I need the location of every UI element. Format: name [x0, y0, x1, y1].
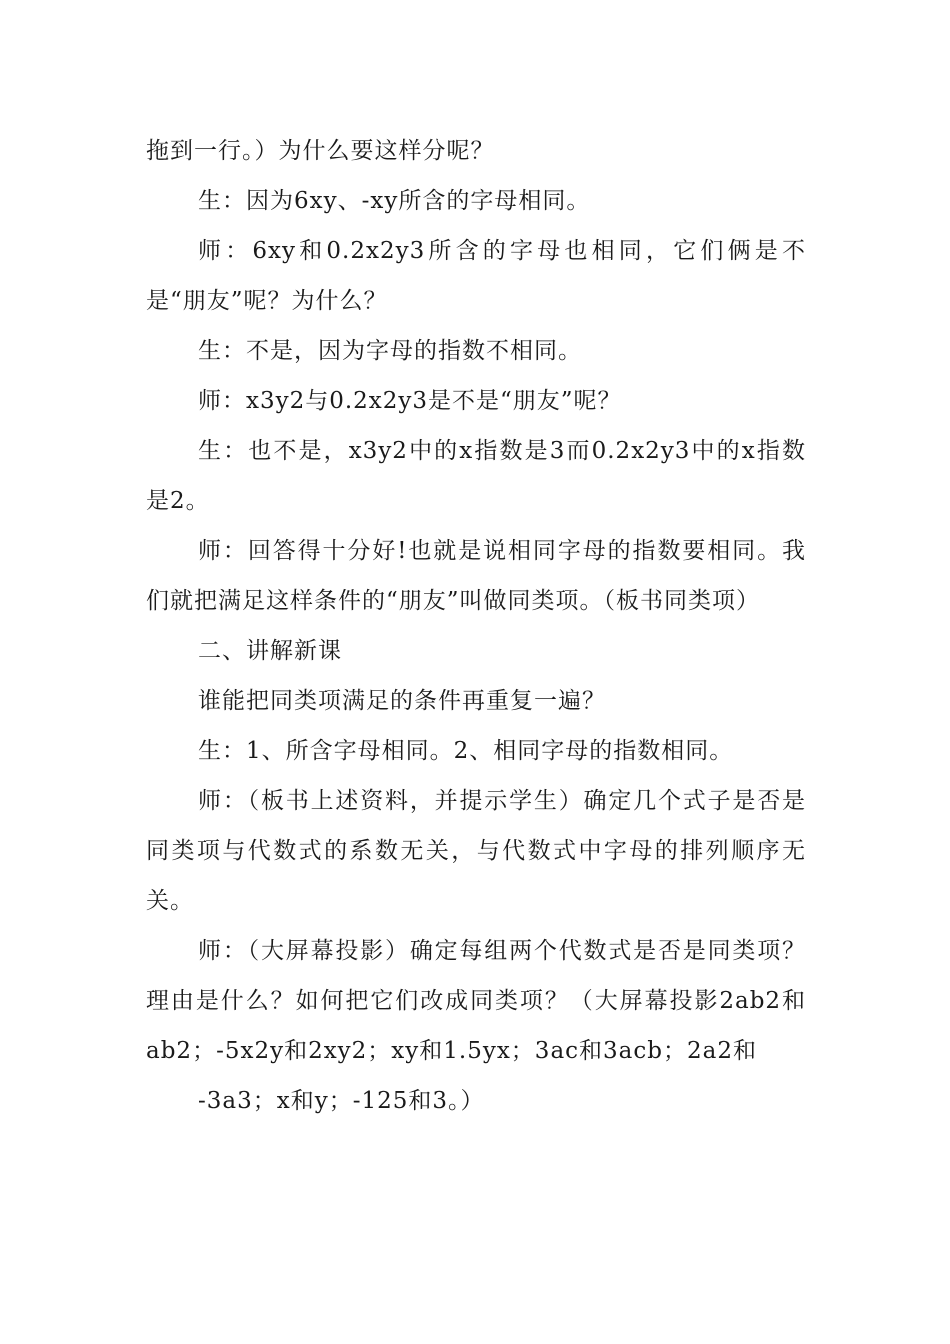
document-page: [146, 126, 806, 1126]
paragraph-10: 生：1、所含字母相同。2、相同字母的指数相同。: [198, 738, 734, 764]
paragraph-11: 师：（板书上述资料，并提示学生）确定几个式子是否是同类项与代数式的系数无关，与代数式中字母的排列顺序无关。: [146, 788, 806, 914]
paragraph-1: 拖到一行。）为什么要这样分呢？: [146, 138, 495, 164]
paragraph-13: -3a3；x和y；-125和3。）: [198, 1088, 485, 1114]
paragraph-3: 师：6xy和0.2x2y3所含的字母也相同，它们俩是不是“朋友”呢？为什么？: [146, 238, 806, 314]
paragraph-2: 生：因为6xy、-xy所含的字母相同。: [198, 188, 591, 214]
paragraph-9: 谁能把同类项满足的条件再重复一遍？: [198, 688, 606, 714]
paragraph-12: 师：（大屏幕投影）确定每组两个代数式是否是同类项？理由是什么？如何把它们改成同类项？（大屏幕投影2ab2和ab2；-5x2y和2xy2；xy和1.5yx；3ac和3acb；2a2和: [146, 938, 806, 1064]
paragraph-4: 生：不是，因为字母的指数不相同。: [198, 338, 582, 364]
paragraph-7: 师：回答得十分好!也就是说相同字母的指数要相同。我们就把满足这样条件的“朋友”叫做同类项。（板书同类项）: [146, 538, 806, 614]
paragraph-6: 生：也不是，x3y2中的x指数是3而0.2x2y3中的x指数是2。: [146, 438, 806, 514]
paragraph-5: 师：x3y2与0.2x2y3是不是“朋友”呢？: [198, 388, 622, 414]
section-heading: 二、讲解新课: [198, 638, 342, 664]
